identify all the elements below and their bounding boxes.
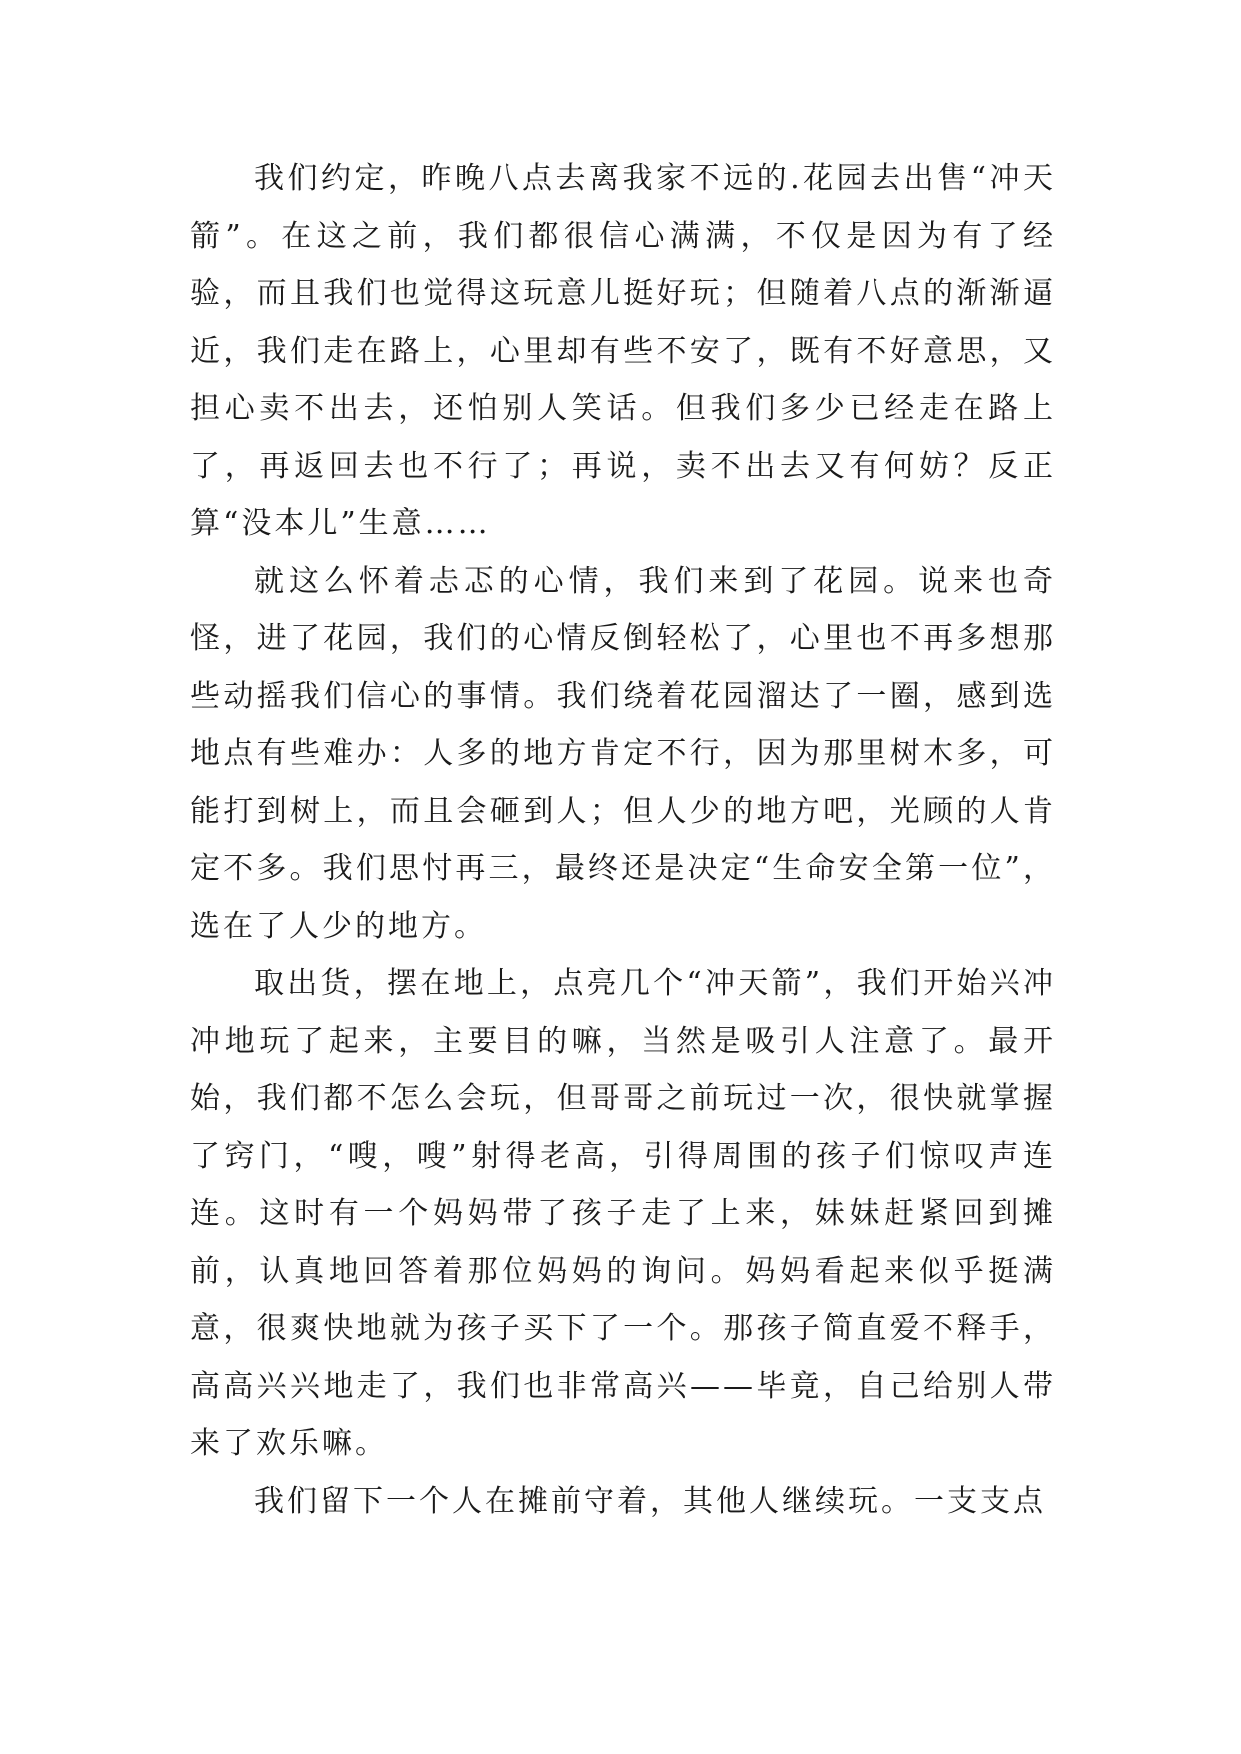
paragraph-1: 我们约定，昨晚八点去离我家不远的.花园去出售“冲天箭”。在这之前，我们都很信心满满，不仅是因为有了经验，而且我们也觉得这玩意儿挺好玩；但随着八点的渐渐逼近，我们走在路上，心里却有些不安了，既有不好意思，又担心卖不出去，还怕别人笑话。但我们多少已经走在路上了，再返回去也不行了；再说，卖不出去又有何妨？反正算“没本儿”生意……: [190, 161, 1056, 541]
document-body: [190, 150, 1056, 1530]
paragraph-2: 就这么怀着忐忑的心情，我们来到了花园。说来也奇怪，进了花园，我们的心情反倒轻松了，心里也不再多想那些动摇我们信心的事情。我们绕着花园溜达了一圈，感到选地点有些难办：人多的地方肯定不行，因为那里树木多，可能打到树上，而且会砸到人；但人少的地方吧，光顾的人肯定不多。我们思忖再三，最终还是决定“生命安全第一位”，选在了人少的地方。: [190, 563, 1056, 944]
paragraph-3: 取出货，摆在地上，点亮几个“冲天箭”，我们开始兴冲冲地玩了起来，主要目的嘛，当然是吸引人注意了。最开始，我们都不怎么会玩，但哥哥之前玩过一次，很快就掌握了窍门，“嗖，嗖”射得老高，引得周围的孩子们惊叹声连连。这时有一个妈妈带了孩子走了上来，妹妹赶紧回到摊前，认真地回答着那位妈妈的询问。妈妈看起来似乎挺满意，很爽快地就为孩子买下了一个。那孩子简直爱不释手，高高兴兴地走了，我们也非常高兴——毕竟，自己给别人带来了欢乐嘛。: [190, 966, 1056, 1461]
paragraph-4: 我们留下一个人在摊前守着，其他人继续玩。一支支点: [254, 1483, 1046, 1519]
